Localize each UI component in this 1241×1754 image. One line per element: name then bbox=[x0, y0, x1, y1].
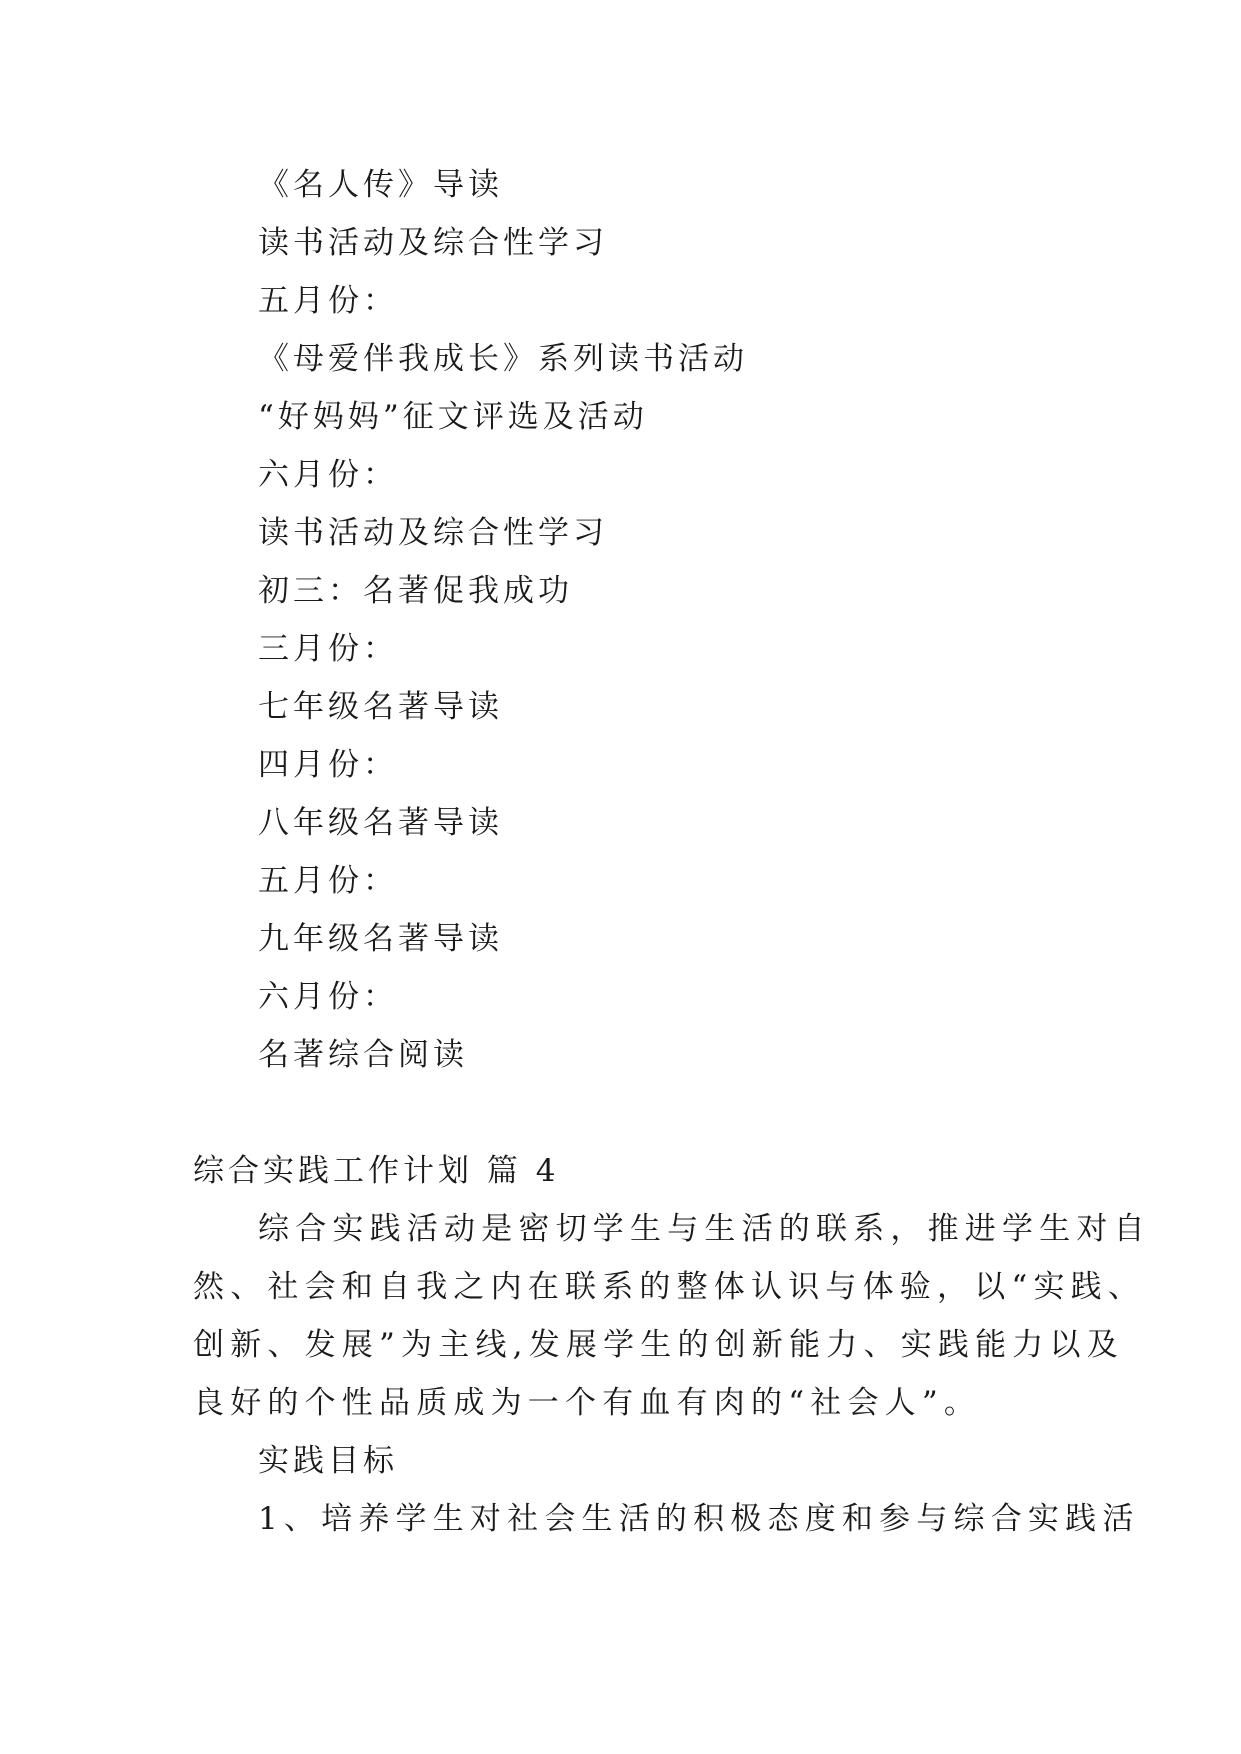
section-heading: 综合实践工作计划 篇 4 bbox=[193, 1153, 560, 1189]
list-line: 《名人传》导读 bbox=[258, 167, 503, 203]
paragraph-line: 然、社会和自我之内在联系的整体认识与体验，以“实践、 bbox=[193, 1269, 1146, 1305]
paragraph-line: 综合实践活动是密切学生与生活的联系，推进学生对自 bbox=[258, 1211, 1151, 1247]
list-line: 三月份： bbox=[258, 631, 398, 667]
list-line: 名著综合阅读 bbox=[258, 1037, 468, 1073]
list-line: 《母爱伴我成长》系列读书活动 bbox=[258, 341, 748, 377]
list-line: 七年级名著导读 bbox=[258, 689, 503, 725]
list-line: 读书活动及综合性学习 bbox=[258, 225, 608, 261]
goal-item: 1、培养学生对社会生活的积极态度和参与综合实践活 bbox=[258, 1501, 1140, 1537]
list-line: 八年级名著导读 bbox=[258, 805, 503, 841]
list-line: “好妈妈”征文评选及活动 bbox=[258, 399, 648, 435]
paragraph-line: 创新、发展”为主线,发展学生的创新能力、实践能力以及 bbox=[193, 1327, 1124, 1363]
paragraph-line: 良好的个性品质成为一个有血有肉的“社会人”。 bbox=[193, 1385, 982, 1421]
list-line: 五月份： bbox=[258, 863, 398, 899]
list-line: 五月份： bbox=[258, 283, 398, 319]
list-line: 六月份： bbox=[258, 457, 398, 493]
list-line: 初三：名著促我成功 bbox=[258, 573, 573, 609]
list-line: 读书活动及综合性学习 bbox=[258, 515, 608, 551]
list-line: 六月份： bbox=[258, 979, 398, 1015]
list-line: 四月份： bbox=[258, 747, 398, 783]
goal-heading: 实践目标 bbox=[258, 1443, 398, 1479]
list-line: 九年级名著导读 bbox=[258, 921, 503, 957]
